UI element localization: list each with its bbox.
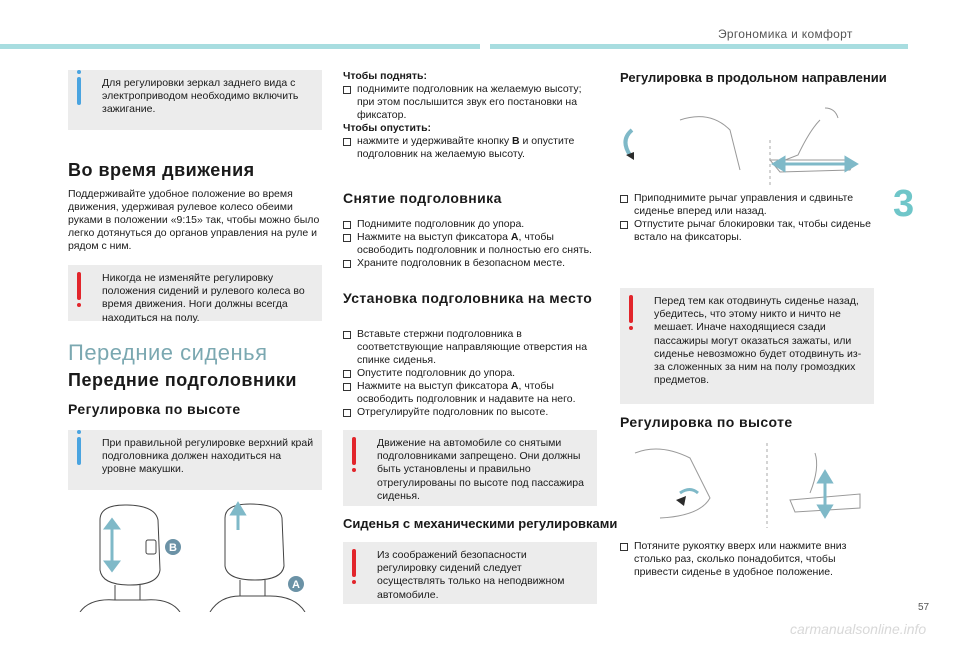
lower-title: Чтобы опустить: (343, 122, 432, 134)
list-item: Опустите подголовник до упора. (343, 367, 597, 380)
heading-seat-height: Регулировка по высоте (620, 414, 793, 430)
chapter-number: 3 (893, 183, 915, 225)
note-text: Для регулировки зеркал заднего вида с электроприводом необходимо включить зажигание. (102, 77, 299, 116)
lower-text: нажмите и удерживайте кнопку B и опустите подголовник на желаемую высоту. (343, 135, 597, 161)
label-a: A (292, 579, 300, 591)
note-text: Никогда не изменяйте регулировку положения сидений и рулевого колеса во время движения. Ноги должны всегда находиться на полу. (102, 272, 305, 324)
note-text: Перед тем как отодвинуть сиденье назад, убедитесь, что этому никто и ничто не мешает. Иначе находящиеся сзади пассажиры могут оказаться зажаты, или сиденье невозможно будет отодвинуть из-за сложенных за ним на полу громоздких предметов. (654, 295, 862, 387)
install-list (343, 328, 597, 419)
paragraph-driving: Поддерживайте удобное положение во время движения, удерживая рулевое колесо обеими руками в положении «9:15» так, чтобы можно было легко дотянуться до органов управления на руле и рядом с ним. (68, 188, 320, 252)
raise-title: Чтобы поднять: (343, 70, 428, 82)
longitudinal-illustration (620, 100, 874, 186)
list-item: Приподнимите рычаг управления и сдвиньте сиденье вперед или назад. (620, 192, 874, 218)
page-number: 57 (918, 602, 930, 613)
remove-list (343, 218, 597, 270)
heading-install: Установка подголовника на место (343, 290, 593, 306)
warning-icon (352, 549, 356, 577)
warning-icon (77, 272, 81, 300)
note-text: Движение на автомобиле со снятыми подголовниками запрещено. Они должны быть установлены и правильно отрегулированы по высоте под пассажира сиденья. (377, 437, 584, 502)
header-bar-left (0, 44, 480, 49)
list-item: Вставьте стержни подголовника в соответствующие направляющие отверстия на спинке сиденья. (343, 328, 597, 367)
info-note-mirrors (68, 70, 322, 130)
list-item: Потяните рукоятку вверх или нажмите вниз столько раз, сколько понадобится, чтобы привести сиденье в удобное положение. (620, 540, 874, 579)
raise-text: поднимите подголовник на желаемую высоту; при этом послышится звук его постановки на фиксатор. (343, 83, 597, 122)
heading-manual-seats: Сиденья с механическими регулировками (343, 516, 618, 531)
note-text: Из соображений безопасности регулировку сидений следует осуществлять только на неподвижном автомобиле. (377, 549, 565, 601)
heading-driving: Во время движения (68, 160, 255, 180)
list-item: Поднимите подголовник до упора. (343, 218, 597, 231)
list-item: Нажмите на выступ фиксатора A, чтобы освободить подголовник и надавите на него. (343, 380, 597, 406)
list-item: Нажмите на выступ фиксатора A, чтобы освободить подголовник и полностью его снять. (343, 231, 597, 257)
list-item: Отрегулируйте подголовник по высоте. (343, 406, 597, 419)
height-illustration (620, 438, 874, 528)
watermark: carmanualsonline.info (790, 621, 927, 637)
height-list (620, 540, 874, 579)
headrest-illustration (70, 500, 322, 612)
section-title: Эргономика и комфорт (718, 27, 853, 41)
warning-icon (352, 437, 356, 465)
raise-lower-block (343, 70, 597, 161)
warning-note-backward (620, 288, 874, 404)
heading-height: Регулировка по высоте (68, 401, 241, 417)
list-item: Храните подголовник в безопасном месте. (343, 257, 597, 270)
warning-note-no-headrest (343, 430, 597, 506)
heading-longitudinal: Регулировка в продольном направлении (620, 70, 887, 85)
note-text: При правильной регулировке верхний край подголовника должен находиться на уровне макушки. (102, 437, 314, 476)
warning-note-manual (343, 542, 597, 604)
info-icon (77, 77, 81, 105)
longitudinal-list (620, 192, 874, 244)
heading-front-seats: Передние сиденья (68, 340, 268, 365)
warning-note-driving (68, 265, 322, 324)
info-icon (77, 437, 81, 465)
heading-remove: Снятие подголовника (343, 190, 502, 206)
label-b: B (169, 542, 177, 554)
list-item: Отпустите рычаг блокировки так, чтобы сиденье встало на фиксаторы. (620, 218, 874, 244)
info-note-headrest (68, 430, 322, 490)
heading-headrests: Передние подголовники (68, 370, 297, 390)
header-bar-right (490, 44, 908, 49)
warning-icon (629, 295, 633, 323)
